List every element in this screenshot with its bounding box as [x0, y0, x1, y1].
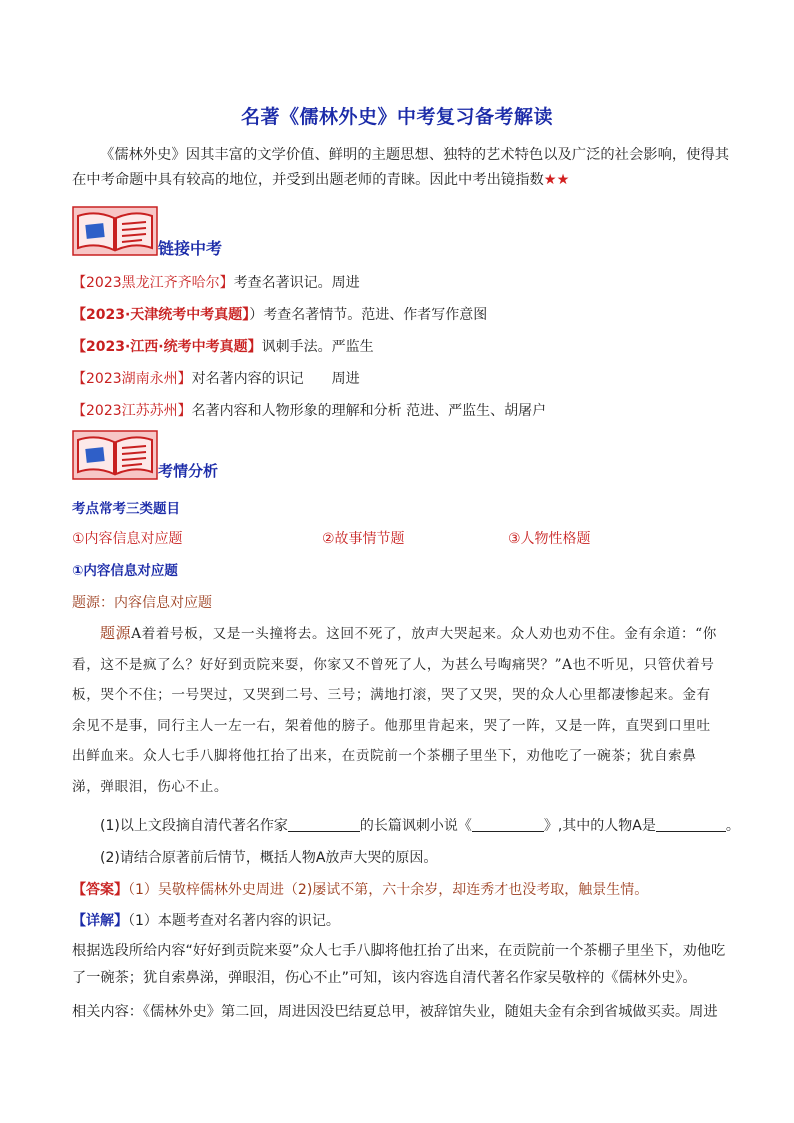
answer-blank[interactable] — [472, 817, 544, 832]
open-book-icon — [72, 206, 158, 256]
list-item: 【2023江苏苏州】名著内容和人物形象的理解和分析 范进、严监生、胡屠户 — [72, 403, 547, 419]
list-item: 【2023·江西·统考中考真题】讽刺手法。严监生 — [72, 339, 374, 355]
section-heading-analysis: 考情分析 — [158, 462, 219, 480]
rating-stars: ★★ — [543, 172, 570, 188]
answer-blank[interactable] — [288, 817, 360, 832]
source-line: 题源：内容信息对应题 — [72, 595, 212, 611]
detail-paragraph: 根据选段所给内容“好好到贡院来耍”众人七手八脚将他扛抬了出来，在贡院前一个茶棚子里坐下，劝他吃了一碗茶；犹自索鼻涕，弹眼泪，伤心不止”可知，该内容选自清代著名作家吴敬梓的《儒林外史》。 — [72, 943, 726, 986]
list-item: 【2023黑龙江齐齐哈尔】考查名著识记。周进 — [72, 275, 360, 291]
open-book-icon — [72, 430, 158, 480]
question-1: (1)以上文段摘自清代著名作家 的长篇讽刺小说《 》,其中的人物A是 。 — [100, 818, 740, 834]
question-2: (2)请结合原著前后情节，概括人物A放声大哭的原因。 — [100, 850, 438, 866]
detail-line: 【详解】（1）本题考查对名著内容的识记。 — [72, 913, 340, 929]
detail-paragraph: 相关内容：《儒林外史》第二回，周进因没巴结夏总甲，被辞馆失业，随姐夫金有余到省城做买卖。周进 — [72, 1004, 718, 1020]
type-label: ②故事情节题 — [322, 531, 405, 547]
list-item: 【2023湖南永州】对名著内容的识记 周进 — [72, 371, 360, 387]
subheading: 考点常考三类题目 — [72, 501, 180, 517]
answer-line: 【答案】（1）吴敬梓儒林外史周进（2)屡试不第，六十余岁，却连秀才也没考取，触景生情。 — [72, 882, 649, 898]
section-heading-link: 链接中考 — [158, 239, 223, 258]
type-label: ③人物性格题 — [508, 531, 591, 547]
page-title: 名著《儒林外史》中考复习备考解读 — [240, 106, 553, 128]
passage-text: A着着号板，又是一头撞将去。这回不死了，放声大哭起来。众人劝也劝不住。金有余道：“你看，这不是疯了么？好好到贡院来耍，你家又不曾死了人，为甚么号啕痛哭？”A也不听见，只管伏着号板，哭个不住；一号哭过，又哭到二号、三号；满地打滚，哭了又哭，哭的众人心里都凄惨起来。金有余见不是事，同行主人一左一右，架着他的膀子。他那里肯起来，哭了一阵，又是一阵，直哭到口里吐出鲜血来。众人七手八脚将他扛抬了出来，在贡院前一个茶棚子里坐下，劝他吃了一碗茶；犹自索鼻涕，弹眼泪，伤心不止。 — [72, 626, 717, 795]
answer-blank[interactable] — [656, 817, 726, 832]
subheading: ①内容信息对应题 — [72, 563, 178, 579]
passage-label: 题源 — [100, 624, 132, 642]
passage — [72, 618, 722, 802]
intro-text: 《儒林外史》因其丰富的文学价值、鲜明的主题思想、独特的艺术特色以及广泛的社会影响，使得其在中考命题中具有较高的地位，并受到出题老师的青睐。因此中考出镜指数 — [72, 147, 730, 188]
type-label: ①内容信息对应题 — [72, 531, 183, 547]
list-item: 【2023·天津统考中考真题】）考查名著情节。范进、作者写作意图 — [72, 307, 488, 323]
intro-paragraph — [72, 143, 732, 193]
